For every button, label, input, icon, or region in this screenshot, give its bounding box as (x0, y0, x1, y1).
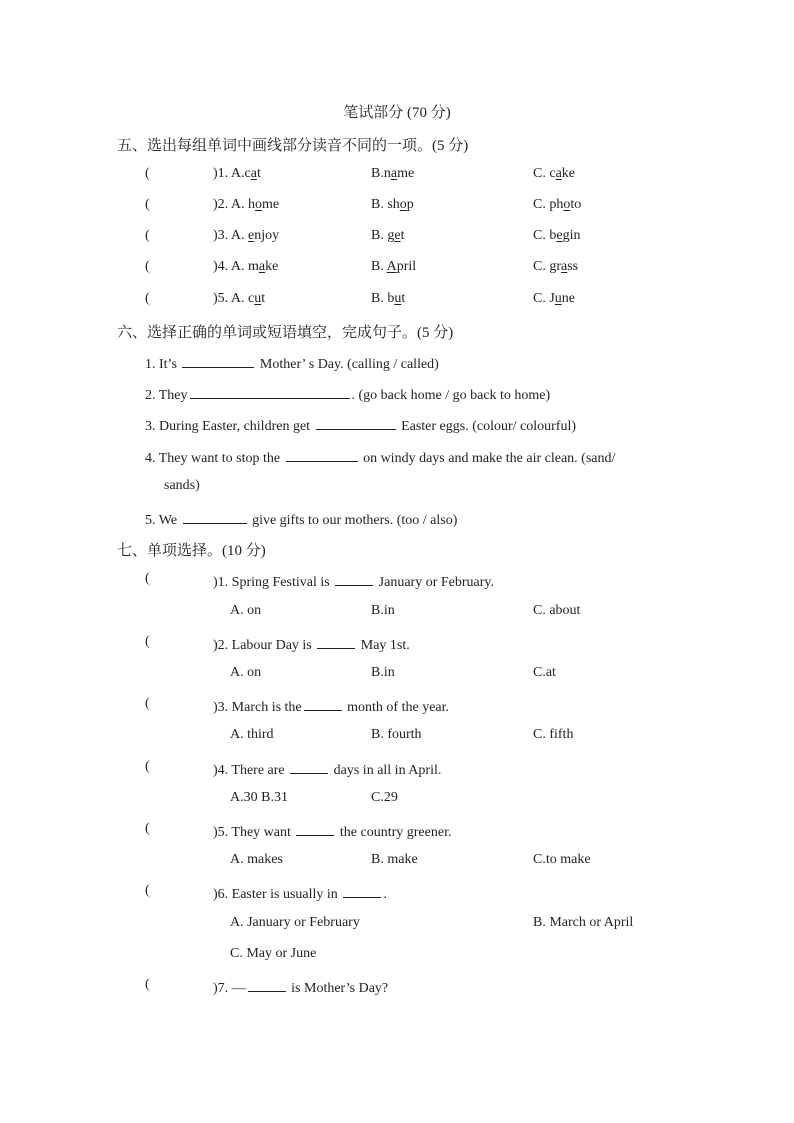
s7-options-4 (0, 790, 794, 812)
option-b[interactable]: B. March or April (533, 915, 634, 930)
s7-question-1: ( )1. Spring Festival is January or February. (145, 571, 495, 590)
fill-blank[interactable] (343, 883, 381, 898)
option-b[interactable]: B.in (371, 665, 395, 680)
fill-blank[interactable] (304, 696, 342, 711)
fill-blank[interactable] (286, 447, 358, 462)
s6-sentence-5: 5. We give gifts to our mothers. (too / also) (145, 509, 457, 529)
option-c[interactable]: C.to make (533, 852, 591, 867)
s7-question-3: ( )3. March is the month of the year. (145, 696, 450, 715)
s6-sentence-4: 4. They want to stop the on windy days and make the air clean. (sand/ (145, 447, 615, 467)
option-c[interactable]: C. May or June (230, 946, 317, 961)
s7-options-3 (0, 727, 794, 749)
page-title: 笔试部分 (70 分) (343, 105, 451, 121)
fill-blank[interactable] (296, 821, 334, 836)
fill-blank[interactable] (316, 415, 396, 430)
s5-question-4: ( )4. A. make B. April C. grass (145, 259, 579, 274)
option-c[interactable]: C.29 (371, 790, 398, 805)
option-c[interactable]: C. fifth (533, 727, 574, 742)
s6-sentence-3: 3. During Easter, children get Easter eggs. (colour/ colourful) (145, 415, 576, 435)
section-6-heading: 六、选择正确的单词或短语填空，完成句子。(5 分) (117, 325, 454, 341)
fill-blank[interactable] (290, 759, 328, 774)
option-a[interactable]: A. January or February (230, 915, 360, 930)
s7-options-1 (0, 603, 794, 625)
s7-options-6 (0, 915, 794, 937)
fill-blank[interactable] (183, 509, 247, 524)
s7-options-5 (0, 852, 794, 874)
fill-blank[interactable] (248, 977, 286, 992)
s7-question-5: ( )5. They want the country greener. (145, 821, 452, 840)
option-a[interactable]: A. makes (230, 852, 283, 867)
s7-question-4: ( )4. There are days in all in April. (145, 759, 442, 778)
s6-sentence-2: 2. They . (go back home / go back to home) (145, 384, 550, 404)
option-a[interactable]: A. on (230, 603, 262, 618)
s7-question-6: ( )6. Easter is usually in . (145, 883, 387, 902)
section-7-heading: 七、单项选择。(10 分) (117, 543, 266, 559)
s7-options-2 (0, 665, 794, 687)
option-b[interactable]: B. fourth (371, 727, 422, 742)
option-b[interactable]: B. make (371, 852, 418, 867)
option-c[interactable]: C.at (533, 665, 556, 680)
s6-sentence-1: 1. It’s Mother’ s Day. (calling / called) (145, 353, 439, 373)
s5-question-3: ( )3. A. enjoy B. get C. begin (145, 228, 581, 243)
option-a[interactable]: A. third (230, 727, 274, 742)
fill-blank[interactable] (335, 571, 373, 586)
s5-question-1: ( )1. A.cat B.name C. cake (145, 166, 575, 181)
s5-question-5: ( )5. A. cut B. but C. June (145, 291, 576, 306)
fill-blank[interactable] (317, 634, 355, 649)
option-c[interactable]: C. about (533, 603, 581, 618)
option-b[interactable]: B.in (371, 603, 395, 618)
answer-paren: ( (145, 166, 150, 181)
fill-blank[interactable] (190, 384, 350, 399)
option-a-b[interactable]: A.30 B.31 (230, 790, 288, 805)
fill-blank[interactable] (182, 353, 254, 368)
s7-question-2: ( )2. Labour Day is May 1st. (145, 634, 410, 653)
option-a[interactable]: A. on (230, 665, 262, 680)
s5-question-2: ( )2. A. home B. shop C. photo (145, 197, 582, 212)
s7-options-6b (0, 946, 794, 968)
s6-sentence-4-continued: sands) (164, 478, 200, 493)
section-5-heading: 五、选出每组单词中画线部分读音不同的一项。(5 分) (117, 138, 469, 154)
s7-question-7: ( )7. — is Mother’s Day? (145, 977, 389, 996)
